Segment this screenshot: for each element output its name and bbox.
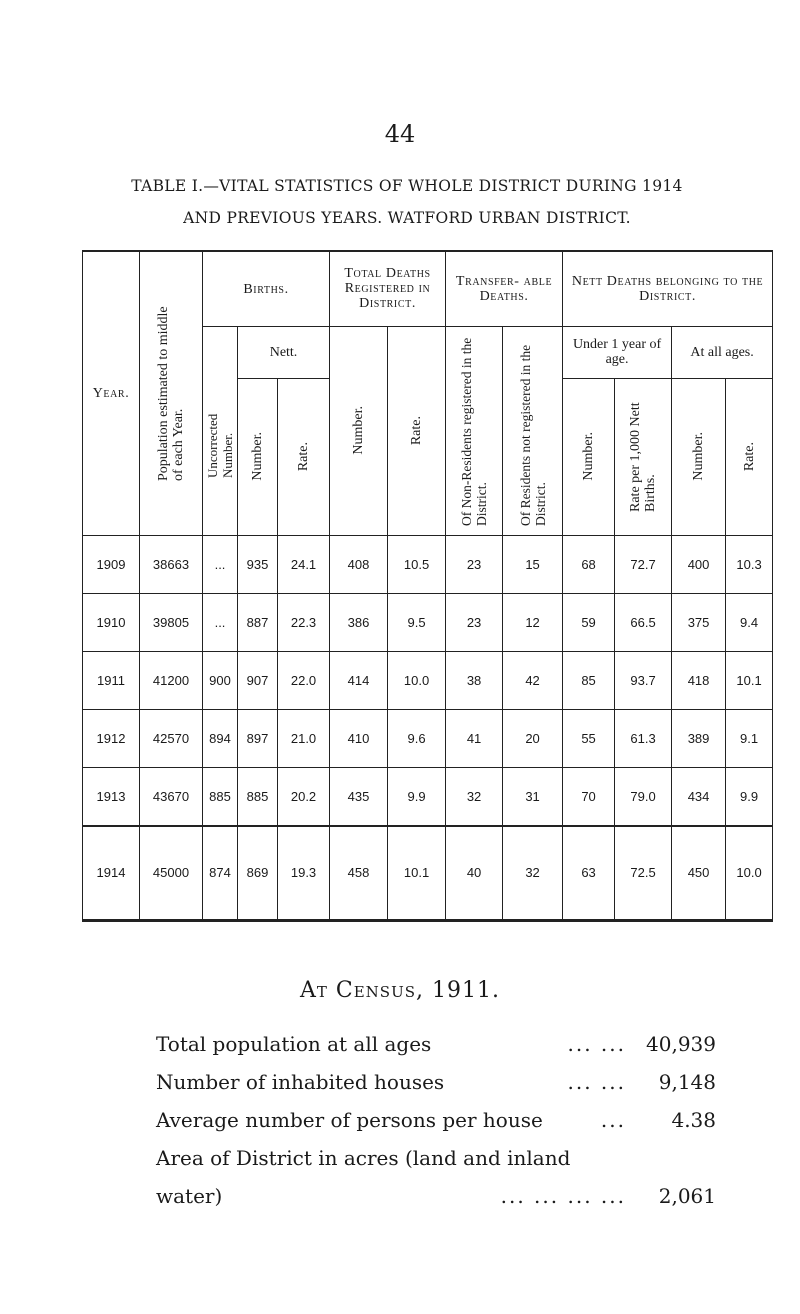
- census-heading: At Census, 1911.: [300, 978, 500, 1003]
- stat-dots: ... ...: [567, 1070, 626, 1094]
- header-under-1: Under 1 year of age.: [563, 326, 672, 378]
- cell-all-number: 418: [672, 651, 726, 709]
- stat-label: Number of inhabited houses: [156, 1070, 445, 1094]
- cell-all-rate: 9.1: [726, 709, 773, 767]
- cell-all-rate: 10.0: [726, 826, 773, 921]
- cell-population: 43670: [140, 767, 203, 826]
- cell-all-rate: 10.3: [726, 535, 773, 593]
- cell-uncorrected: 900: [203, 651, 238, 709]
- cell-residents: 31: [503, 767, 563, 826]
- cell-deaths-number: 458: [330, 826, 388, 921]
- stat-dots: ... ... ... ...: [500, 1184, 626, 1208]
- header-uncorrected: Uncorrected Number.: [203, 326, 238, 535]
- cell-infant-number: 70: [563, 767, 615, 826]
- cell-residents: 20: [503, 709, 563, 767]
- vital-statistics-table: [82, 250, 773, 922]
- cell-all-number: 375: [672, 593, 726, 651]
- cell-deaths-number: 386: [330, 593, 388, 651]
- header-all-rate: Rate.: [726, 378, 773, 535]
- cell-all-number: 389: [672, 709, 726, 767]
- header-infant-rate: Rate per 1,000 Nett Births.: [615, 378, 672, 535]
- cell-year: 1912: [83, 709, 140, 767]
- cell-deaths-rate: 9.6: [388, 709, 446, 767]
- cell-infant-rate: 61.3: [615, 709, 672, 767]
- cell-deaths-rate: 9.5: [388, 593, 446, 651]
- header-total-deaths: Total Deaths Registered in District.: [330, 251, 446, 326]
- cell-deaths-rate: 10.0: [388, 651, 446, 709]
- header-births: Births.: [203, 251, 330, 326]
- stat-value: 40,939: [646, 1032, 716, 1056]
- table-row: [83, 535, 773, 593]
- cell-population: 42570: [140, 709, 203, 767]
- stat-dots: ...: [600, 1108, 626, 1132]
- stat-label-cont: water): [156, 1184, 223, 1208]
- header-residents: Of Residents not registered in the District.: [503, 326, 563, 535]
- cell-all-rate: 9.9: [726, 767, 773, 826]
- header-non-residents: Of Non-Residents registered in the District.: [446, 326, 503, 535]
- cell-deaths-rate: 10.1: [388, 826, 446, 921]
- cell-population: 39805: [140, 593, 203, 651]
- title-line-1: TABLE I.—VITAL STATISTICS OF WHOLE DISTRICT DURING 1914: [131, 177, 683, 195]
- census-stats: [156, 1025, 716, 1215]
- cell-deaths-rate: 10.5: [388, 535, 446, 593]
- cell-deaths-number: 408: [330, 535, 388, 593]
- header-births-number: Number.: [238, 378, 278, 535]
- cell-uncorrected: 885: [203, 767, 238, 826]
- cell-population: 38663: [140, 535, 203, 593]
- table-title: [52, 170, 762, 234]
- header-population: Population estimated to middle of each Year.: [140, 251, 203, 535]
- header-all-number: Number.: [672, 378, 726, 535]
- header-deaths-rate: Rate.: [388, 326, 446, 535]
- cell-uncorrected: 894: [203, 709, 238, 767]
- title-line-2: AND PREVIOUS YEARS. WATFORD URBAN DISTRICT.: [183, 209, 631, 227]
- table-row: [83, 709, 773, 767]
- cell-infant-rate: 72.7: [615, 535, 672, 593]
- cell-births-rate: 24.1: [278, 535, 330, 593]
- stat-label: Area of District in acres (land and inland: [156, 1146, 571, 1170]
- cell-infant-number: 59: [563, 593, 615, 651]
- cell-uncorrected: ...: [203, 593, 238, 651]
- cell-deaths-rate: 9.9: [388, 767, 446, 826]
- cell-births-number: 897: [238, 709, 278, 767]
- stat-persons-per-house: [156, 1101, 716, 1139]
- cell-residents: 15: [503, 535, 563, 593]
- cell-infant-rate: 79.0: [615, 767, 672, 826]
- cell-population: 41200: [140, 651, 203, 709]
- header-transferable-deaths: Transfer- able Deaths.: [446, 251, 563, 326]
- header-deaths-number: Number.: [330, 326, 388, 535]
- cell-infant-number: 63: [563, 826, 615, 921]
- cell-deaths-number: 410: [330, 709, 388, 767]
- table-row: [83, 593, 773, 651]
- cell-infant-number: 55: [563, 709, 615, 767]
- cell-all-number: 450: [672, 826, 726, 921]
- page-number: 44: [384, 120, 416, 148]
- cell-infant-number: 68: [563, 535, 615, 593]
- cell-deaths-number: 414: [330, 651, 388, 709]
- cell-births-number: 885: [238, 767, 278, 826]
- stat-area-line2: [156, 1177, 716, 1215]
- cell-uncorrected: 874: [203, 826, 238, 921]
- cell-births-number: 935: [238, 535, 278, 593]
- header-nett: Nett.: [238, 326, 330, 378]
- cell-deaths-number: 435: [330, 767, 388, 826]
- cell-year: 1914: [83, 826, 140, 921]
- cell-residents: 32: [503, 826, 563, 921]
- cell-year: 1910: [83, 593, 140, 651]
- header-year: Year.: [83, 251, 140, 535]
- cell-non-residents: 32: [446, 767, 503, 826]
- cell-births-rate: 22.0: [278, 651, 330, 709]
- cell-births-rate: 22.3: [278, 593, 330, 651]
- cell-all-number: 400: [672, 535, 726, 593]
- cell-uncorrected: ...: [203, 535, 238, 593]
- cell-residents: 12: [503, 593, 563, 651]
- cell-year: 1911: [83, 651, 140, 709]
- cell-infant-rate: 66.5: [615, 593, 672, 651]
- cell-births-number: 907: [238, 651, 278, 709]
- cell-infant-rate: 93.7: [615, 651, 672, 709]
- header-nett-deaths: Nett Deaths belonging to the District.: [563, 251, 773, 326]
- cell-births-rate: 20.2: [278, 767, 330, 826]
- header-all-ages: At all ages.: [672, 326, 773, 378]
- header-births-rate: Rate.: [278, 378, 330, 535]
- cell-non-residents: 40: [446, 826, 503, 921]
- cell-non-residents: 23: [446, 535, 503, 593]
- table-row: [83, 767, 773, 826]
- stat-area: [156, 1139, 716, 1215]
- cell-births-rate: 21.0: [278, 709, 330, 767]
- stat-total-population: [156, 1025, 716, 1063]
- stat-inhabited-houses: [156, 1063, 716, 1101]
- table-row: [83, 651, 773, 709]
- cell-births-number: 887: [238, 593, 278, 651]
- stat-dots: ... ...: [567, 1032, 626, 1056]
- cell-infant-number: 85: [563, 651, 615, 709]
- stat-value: 9,148: [658, 1070, 716, 1094]
- cell-all-rate: 9.4: [726, 593, 773, 651]
- cell-non-residents: 23: [446, 593, 503, 651]
- stat-label: Average number of persons per house: [156, 1108, 543, 1132]
- stat-value: 2,061: [658, 1184, 716, 1208]
- cell-infant-rate: 72.5: [615, 826, 672, 921]
- cell-non-residents: 41: [446, 709, 503, 767]
- cell-all-number: 434: [672, 767, 726, 826]
- table-row: [83, 826, 773, 921]
- stat-label: Total population at all ages: [156, 1032, 432, 1056]
- stat-value: 4.38: [671, 1108, 716, 1132]
- cell-all-rate: 10.1: [726, 651, 773, 709]
- cell-births-rate: 19.3: [278, 826, 330, 921]
- cell-population: 45000: [140, 826, 203, 921]
- header-infant-number: Number.: [563, 378, 615, 535]
- cell-year: 1913: [83, 767, 140, 826]
- cell-non-residents: 38: [446, 651, 503, 709]
- cell-year: 1909: [83, 535, 140, 593]
- cell-births-number: 869: [238, 826, 278, 921]
- cell-residents: 42: [503, 651, 563, 709]
